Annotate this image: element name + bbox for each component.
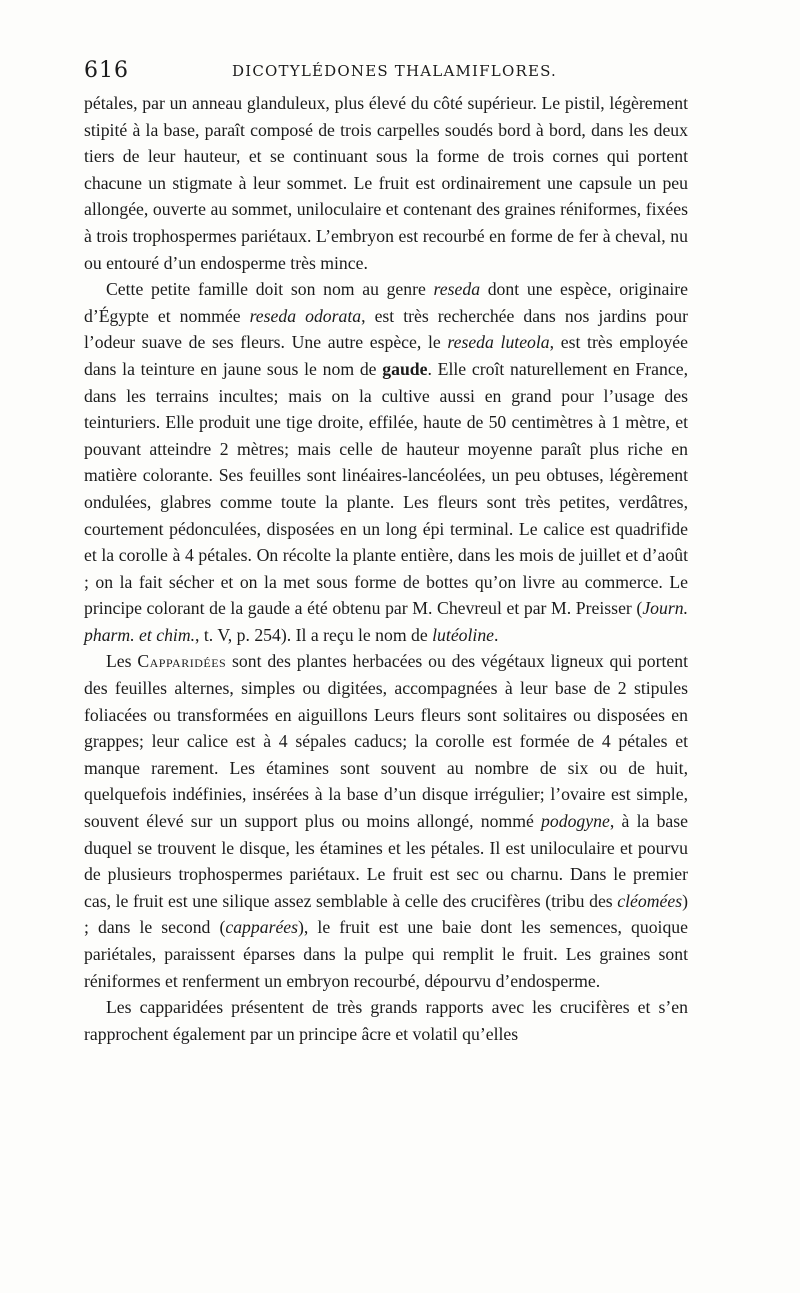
italic-term: cléomées	[617, 890, 683, 911]
paragraph-continued	[84, 90, 688, 276]
text-run: , est très employée dans la teinture en jaune sous le nom de	[84, 332, 688, 379]
italic-term: lutéoline	[432, 624, 495, 645]
text-run: , à la base duquel se trouvent le disque, les étamines et les pétales. Il est uniloculaire et pourvu de plusieurs trophospermes pariétaux. Le fruit est sec ou charnu. Dans le premier cas, le fruit est une silique assez semblable à celle des crucifères (tribu des	[84, 811, 688, 911]
text-run: sont des plantes herbacées ou des végétaux ligneux qui portent des feuilles alternes, simples ou digitées, accompagnées à leur base de 2 stipules foliacées ou transformées en aiguillons Leurs fleurs sont solitaires ou disposées en grappes; leur calice est à 4 sépales caducs; la corolle est formée de 4 pétales et manque rarement. Les étamines sont souvent au nombre de six ou de huit, quelquefois indéfinies, insérées à la base d’un disque irrégulier; l’ovaire est simple, souvent élevé sur un support plus ou moins allongé, nommé	[84, 651, 688, 832]
text-run: dont une espèce, originaire d’Égypte et nommée	[84, 279, 688, 326]
italic-term: Journ. pharm. et chim.	[84, 598, 688, 645]
italic-term: reseda odorata	[249, 305, 362, 326]
text-run: Cette petite famille doit son nom au genre	[106, 279, 434, 300]
running-head: DICOTYLÉDONES THALAMIFLORES.	[232, 62, 558, 80]
italic-term: reseda luteola	[447, 332, 550, 353]
page-number: 616	[84, 58, 129, 83]
text-run: Les	[106, 651, 138, 672]
paragraph-reseda	[84, 276, 688, 648]
text-run: . Elle croît naturellement en France, dans les terrains incultes; mais on la cultive aussi en grand pour l’usage des teinturiers. Elle produit une tige droite, effilée, haute de 50 centimètres à 1 mètre, et pouvant atteindre 2 mètres; mais celle de hauteur moyenne paraît plus riche en matière colorante. Ses feuilles sont linéaires-lancéolées, un peu obtuses, légèrement ondulées, glabres comme toute la plante. Les fleurs sont très petites, verdâtres, courtement pédonculées, disposées en un long épi terminal. Le calice est quadrifide et la corolle à 4 pétales. On récolte la plante entière, dans les mois de juillet et d’août ; on la fait sécher et on la met sous forme de bottes qu’on livre au commerce. Le principe colorant de la gaude a été obtenu par M. Chevreul et par M. Preisser (	[84, 358, 688, 619]
paragraph-rapports	[84, 994, 688, 1047]
small-caps-term: Capparidées	[137, 651, 227, 672]
text-run: .	[494, 624, 499, 645]
paragraph-capparidees	[84, 648, 688, 994]
italic-term: capparées	[225, 917, 299, 938]
text-run: , est très recherchée dans nos jardins pour l’odeur suave de ses fleurs. Une autre espèce, le	[84, 305, 689, 353]
italic-term: reseda	[433, 279, 481, 300]
italic-term: podogyne	[541, 811, 610, 832]
text-run: , t. V, p. 254). Il a reçu le nom de	[195, 624, 433, 645]
text-run: pétales, par un anneau glanduleux, plus élevé du côté supérieur. Le pistil, légèrement stipité à la base, paraît composé de trois carpelles soudés bord à bord, dans les deux tiers de leur hauteur, et se continuant sous la forme de trois cornes qui portent chacune un stigmate à leur sommet. Le fruit est ordinairement une capsule un peu allongée, ouverte au sommet, uniloculaire et contenant des graines réniformes, fixées à trois trophospermes pariétaux. L’embryon est recourbé en forme de fer à cheval, nu ou entouré d’un endosperme très mince.	[84, 93, 688, 273]
bold-term: gaude	[382, 358, 428, 379]
body-text	[84, 90, 688, 1047]
text-run: Les capparidées présentent de très grands rapports avec les crucifères et s’en rapprochent également par un principe âcre et volatil qu’elles	[84, 997, 688, 1044]
text-run: ), le fruit est une baie dont les semences, quoique pariétales, paraissent éparses dans la pulpe qui remplit le fruit. Les graines sont réniformes et renferment un embryon recourbé, dépourvu d’endosperme.	[84, 917, 688, 991]
page-header	[84, 50, 688, 90]
text-run: ) ; dans le second (	[84, 890, 688, 938]
